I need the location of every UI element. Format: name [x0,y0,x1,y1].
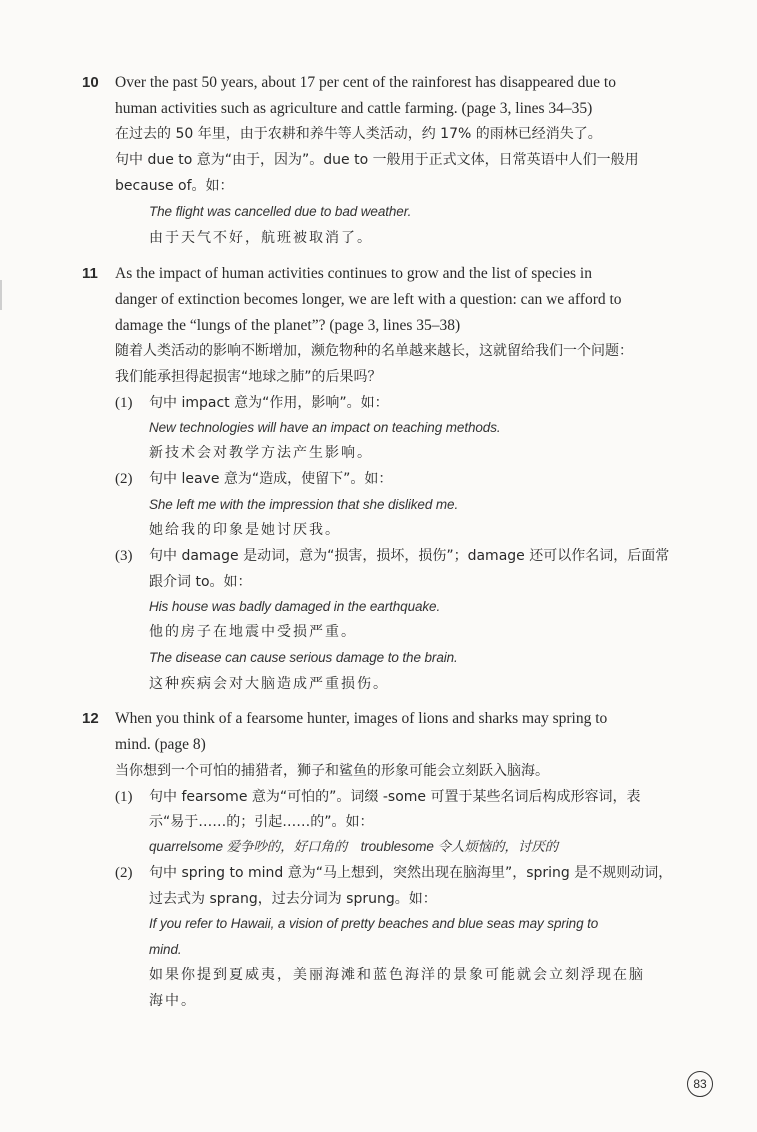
item-explanation-line: 句中 due to 意为“由于，因为”。due to 一般用于正式文体，日常英语中人们一般用 [115,152,639,168]
item-text-line: human activities such as agriculture and cattle farming. (page 3, lines 34–35) [115,100,593,117]
sub-label: (1) [115,789,133,805]
item-text-line: danger of extinction becomes longer, we are left with a question: can we afford to [115,291,622,308]
example-translation: 新技术会对教学方法产生影响。 [149,445,373,461]
item-number: 11 [82,265,98,282]
sub-explanation-line: 过去式为 sprang，过去分词为 sprung。如： [149,891,437,907]
item-translation-line: 当你想到一个可怕的捕猎者，狮子和鲨鱼的形象可能会立刻跃入脑海。 [115,763,549,779]
item-text-line: When you think of a fearsome hunter, images of lions and sharks may spring to [115,710,608,727]
example-sentence: She left me with the impression that she disliked me. [149,497,459,512]
item-explanation-line: because of。如： [115,178,234,194]
sub-label: (2) [115,865,133,881]
example-sentence: His house was badly damaged in the earthquake. [149,599,441,614]
example-translation: 海中。 [149,993,197,1009]
sub-explanation-line: 句中 impact 意为“作用，影响”。如： [149,395,389,411]
sub-explanation-line: 句中 damage 是动词，意为“损害，损坏，损伤”；damage 还可以作名词，后面常 [149,548,670,564]
sub-label: (3) [115,548,133,564]
page-number: 83 [693,1077,707,1091]
example-translation: 他的房子在地震中受损严重。 [149,624,357,640]
sub-explanation-line: 跟介词 to。如： [149,574,252,590]
item-text-line: damage the “lungs of the planet”? (page 3, lines 35–38) [115,317,461,334]
sub-label: (1) [115,395,133,411]
example-translation: 由于天气不好，航班被取消了。 [149,230,373,246]
item-translation-line: 我们能承担得起损害“地球之肺”的后果吗？ [115,369,382,385]
sub-explanation-line: 示“易于……的；引起……的”。如： [149,814,374,830]
example-sentence: The flight was cancelled due to bad weather. [149,204,412,219]
example-translation: 这种疾病会对大脑造成严重损伤。 [149,676,389,692]
page-edge-mark [0,280,2,310]
item-number: 10 [82,74,99,91]
example-sentence: The disease can cause serious damage to the brain. [149,650,458,665]
page-number-badge [687,1071,713,1097]
item-translation-line: 随着人类活动的影响不断增加，濒危物种的名单越来越长，这就留给我们一个问题： [115,343,633,359]
item-text-line: mind. (page 8) [115,736,206,753]
example-translation: 如果你提到夏威夷，美丽海滩和蓝色海洋的景象可能就会立刻浮现在脑 [149,967,645,983]
item-translation-line: 在过去的 50 年里，由于农耕和养牛等人类活动，约 17% 的雨林已经消失了。 [115,126,602,142]
sub-explanation-line: 句中 leave 意为“造成，使留下”。如： [149,471,393,487]
example-sentence: If you refer to Hawaii, a vision of pretty beaches and blue seas may spring to [149,916,599,931]
example-sentence: New technologies will have an impact on teaching methods. [149,420,501,435]
item-text-line: As the impact of human activities continues to grow and the list of species in [115,265,592,282]
item-number: 12 [82,710,99,727]
example-word-pair: quarrelsome 爱争吵的，好口角的 troublesome 令人烦恼的，讨厌的 [149,839,559,854]
example-sentence: mind. [149,942,182,957]
sub-explanation-line: 句中 spring to mind 意为“马上想到，突然出现在脑海里”，spring 是不规则动词， [149,865,673,881]
item-text-line: Over the past 50 years, about 17 per cent of the rainforest has disappeared due to [115,74,616,91]
sub-label: (2) [115,471,133,487]
sub-explanation-line: 句中 fearsome 意为“可怕的”。词缀 -some 可置于某些名词后构成形容词，表 [149,789,641,805]
example-translation: 她给我的印象是她讨厌我。 [149,522,341,538]
